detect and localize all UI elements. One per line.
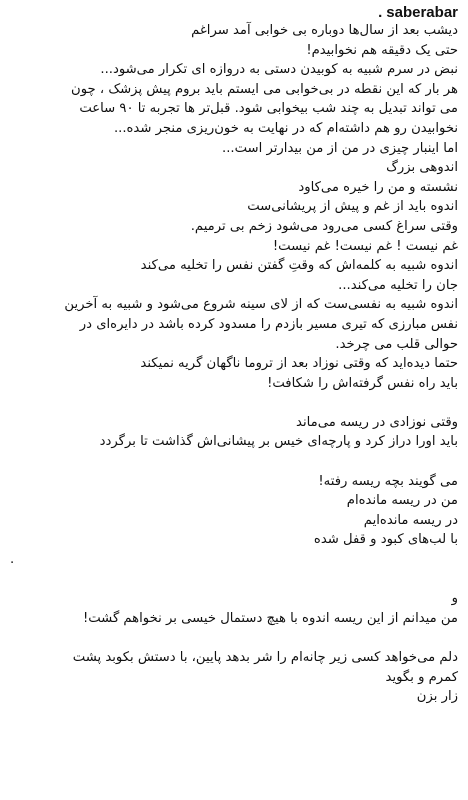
username-prefix: .: [378, 3, 383, 21]
username[interactable]: saberabar: [386, 3, 458, 21]
post-line: اندوه شبیه به کلمه‌اش که وقتِ گفتن نفس را تخلیه می‌کند: [140, 258, 458, 274]
post-header: [378, 3, 458, 21]
post-line: کمرم و بگوید: [385, 669, 458, 685]
post-line: و: [451, 591, 458, 607]
post-line: نفس مبارزی که تیری مسیر بازدم را مسدود کرده باشد در دایره‌ای در: [79, 316, 458, 332]
post-line: زار بزن: [416, 689, 458, 705]
post-line: وقتی نوزادی در ریسه می‌ماند: [296, 414, 458, 430]
post-line: اندوه باید از غم و پیش از پریشانی‌ست: [247, 199, 458, 215]
post-line: در ریسه مانده‌ایم: [363, 512, 458, 528]
post-line: حتی یک دقیقه هم نخوابیدم!: [306, 42, 458, 58]
post-line: با لب‌های کبود و قفل شده: [313, 532, 458, 548]
post-line: من در ریسه مانده‌ام: [346, 493, 458, 509]
post-line: می گویند بچه ریسه رفته!: [318, 473, 458, 489]
post-line: باید اورا دراز کرد و پارچه‌ای خیس بر پیشانی‌اش گذاشت تا برگردد: [99, 434, 458, 450]
post-line: حتما دیده‌اید که وقتی نوزاد بعد از تروما ناگهان گریه نمیکند: [140, 356, 458, 372]
post-line: هر بار که این نقطه در بی‌خوابی می ایستم باید بروم پیش پزشک ، چون: [71, 81, 458, 97]
post-line: می تواند تبدیل به چند شب بیخوابی شود. قبل‌تر ها تجربه تا ۹۰ ساعت: [79, 101, 458, 117]
post-line: .: [10, 552, 15, 568]
post-line: [10, 628, 458, 648]
post-line: نخوابیدن رو هم داشته‌ام که در نهایت به خون‌ریزی منجر شده...: [113, 120, 458, 136]
post-line: اندوه شبیه به نفسی‌ست که از لای سینه شروع می‌شود و شبیه به آخرین: [64, 297, 458, 313]
post-line: [10, 393, 458, 413]
post-line: دیشب بعد از سال‌ها دوباره بی خوابی آمد سراغم: [191, 23, 458, 38]
post-text: [10, 21, 458, 707]
post-line: اندوهی بزرگ: [386, 160, 458, 176]
post-line: [10, 452, 458, 472]
post-line: [10, 570, 458, 590]
post-line: دلم می‌خواهد کسی زیر چانه‌ام را شر بدهد پایین، با دستش بکوبد پشت: [72, 650, 458, 665]
post-line: حوالی قلب می چرخد.: [335, 336, 458, 352]
post-line: باید راه نفس گرفته‌اش را شکافت!: [267, 375, 458, 391]
post-line: من میدانم از این ریسه اندوه با هیچ دستمال خیسی بر نخواهم گشت!: [82, 610, 458, 626]
post-line: نشسته و من را خیره می‌کاود: [298, 179, 458, 195]
post-line: اما اینبار چیزی در من از من بیدارتر است...: [222, 140, 458, 156]
post-line: جان را تخلیه می‌کند...: [338, 277, 458, 293]
post-line: وقتی سراغ کسی می‌رود می‌شود زخم بی ترمیم.: [190, 218, 458, 234]
post-line: نبض در سرم شبیه به کوبیدن دستی به دروازه ای تکرار می‌شود...: [100, 62, 458, 78]
post-line: غم نیست ! غم نیست! غم نیست!: [272, 238, 458, 254]
